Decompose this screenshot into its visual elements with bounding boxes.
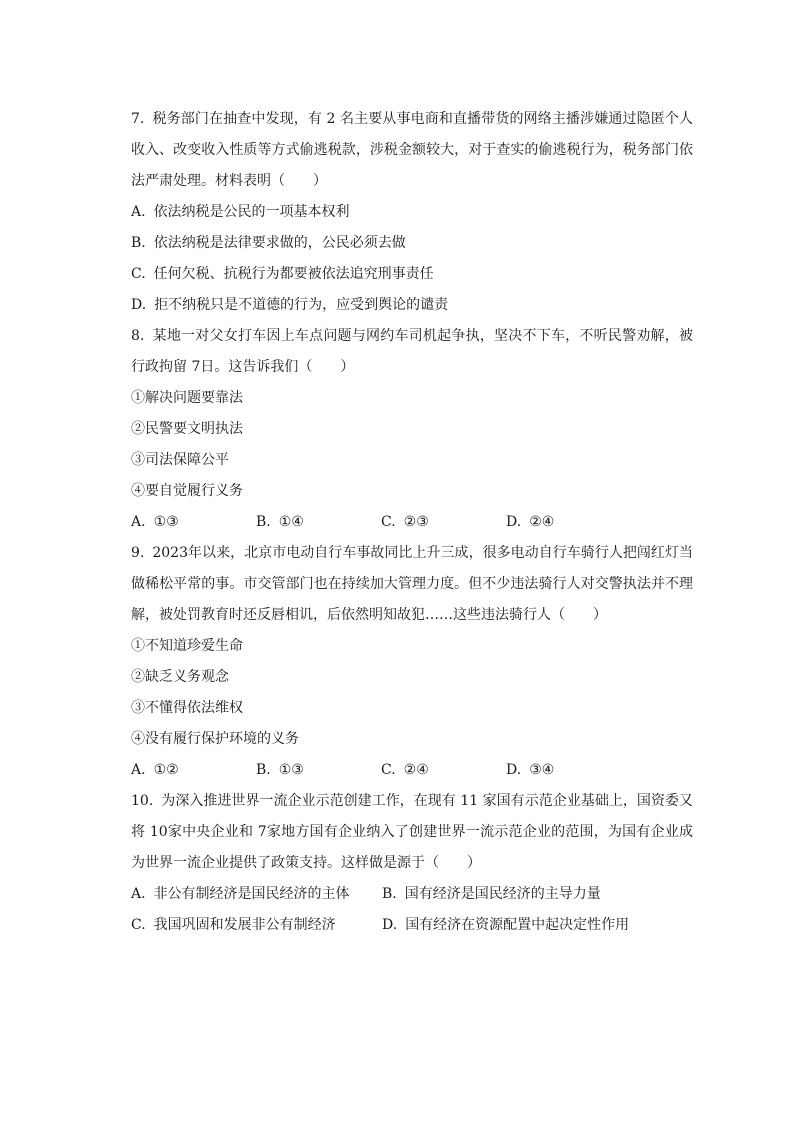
option-text: 依法纳税是公民的一项基本权利 — [153, 204, 350, 220]
option-text: ②④ — [529, 514, 555, 530]
option-letter: A. — [131, 204, 146, 220]
question-number: 9. — [131, 545, 145, 561]
option-text: ②④ — [403, 762, 429, 778]
option-letter: C. — [131, 266, 146, 282]
option-a[interactable] — [131, 755, 256, 786]
question-9 — [131, 538, 693, 786]
question-text: 2023年以来，北京市电动自行车事故同比上升三成，很多电动自行车骑行人把闯红灯当做稀松平常的事。市交管部门也在持续加大管理力度。但不少违法骑行人对交警执法并不理解，被处罚教育时还反唇相讥，后依然明知故犯……这些违法骑行人（ ） — [131, 545, 693, 623]
question-stem — [131, 786, 693, 879]
option-text: 国有经济是国民经济的主导力量 — [404, 886, 601, 902]
option-text: 依法纳税是法律要求做的，公民必须去做 — [153, 235, 406, 251]
option-b[interactable] — [256, 507, 381, 538]
option-letter: C. — [381, 514, 396, 530]
statement-1: ①不知道珍爱生命 — [131, 638, 243, 654]
statement-1: ①解决问题要靠法 — [131, 390, 243, 406]
statement-3: ③司法保障公平 — [131, 452, 229, 468]
option-letter: A. — [131, 886, 146, 902]
option-letter: C. — [381, 762, 396, 778]
option-text: ①③ — [153, 514, 179, 530]
question-10 — [131, 786, 693, 941]
question-number: 7. — [131, 111, 145, 127]
statement-4: ④没有履行保护环境的义务 — [131, 731, 299, 747]
option-b[interactable] — [256, 755, 381, 786]
question-8 — [131, 321, 693, 538]
question-number: 8. — [131, 328, 145, 344]
option-text: 国有经济在资源配置中起决定性作用 — [405, 917, 630, 933]
option-letter: B. — [256, 514, 271, 530]
option-b[interactable] — [131, 228, 693, 259]
option-a[interactable] — [131, 197, 693, 228]
option-letter: B. — [131, 235, 146, 251]
option-text: ①③ — [278, 762, 304, 778]
option-text: ③④ — [529, 762, 555, 778]
option-letter: D. — [131, 297, 147, 313]
option-letter: A. — [131, 762, 146, 778]
question-stem — [131, 104, 693, 197]
option-letter: B. — [382, 886, 397, 902]
option-text: 我国巩固和发展非公有制经济 — [153, 917, 336, 933]
statement-3: ③不懂得依法维权 — [131, 700, 243, 716]
options-row — [131, 755, 693, 786]
option-letter: C. — [131, 917, 146, 933]
statement-2: ②民警要文明执法 — [131, 421, 243, 437]
question-text: 某地一对父女打车因上车点问题与网约车司机起争执，坚决不下车，不听民警劝解，被行政拘留 7日。这告诉我们（ ） — [131, 328, 693, 375]
statement-2: ②缺乏义务观念 — [131, 669, 229, 685]
option-text: ②③ — [403, 514, 429, 530]
option-d[interactable] — [382, 910, 633, 941]
option-letter: D. — [506, 762, 522, 778]
option-a[interactable] — [131, 879, 382, 910]
exam-page — [131, 104, 693, 941]
option-c[interactable] — [131, 910, 382, 941]
option-a[interactable] — [131, 507, 256, 538]
option-d[interactable] — [506, 507, 631, 538]
option-text: 拒不纳税只是不道德的行为，应受到舆论的谴责 — [154, 297, 449, 313]
option-c[interactable] — [381, 507, 506, 538]
question-7 — [131, 104, 693, 321]
option-c[interactable] — [381, 755, 506, 786]
option-d[interactable] — [131, 290, 693, 321]
statement-4: ④要自觉履行义务 — [131, 483, 243, 499]
question-stem — [131, 321, 693, 383]
option-letter: D. — [382, 917, 398, 933]
question-text: 为深入推进世界一流企业示范创建工作，在现有 11 家国有示范企业基础上，国资委又将 10家中央企业和 7家地方国有企业纳入了创建世界一流示范企业的范围，为国有企业成为世界一流企业提供了政策支持。这样做是源于（ ） — [131, 793, 693, 871]
option-text: 非公有制经济是国民经济的主体 — [153, 886, 350, 902]
option-d[interactable] — [506, 755, 631, 786]
options-row — [131, 507, 693, 538]
option-b[interactable] — [382, 879, 633, 910]
option-c[interactable] — [131, 259, 693, 290]
option-text: ①④ — [278, 514, 304, 530]
options-row — [131, 879, 693, 910]
question-number: 10. — [131, 793, 154, 809]
options-row — [131, 910, 693, 941]
option-letter: A. — [131, 514, 146, 530]
option-text: ①② — [153, 762, 179, 778]
option-letter: D. — [506, 514, 522, 530]
option-text: 任何欠税、抗税行为都要被依法追究刑事责任 — [153, 266, 434, 282]
question-text: 税务部门在抽查中发现，有 2 名主要从事电商和直播带货的网络主播涉嫌通过隐匿个人收入、改变收入性质等方式偷逃税款，涉税金额较大，对于查实的偷逃税行为，税务部门依法严肃处理。材料表明（ ） — [131, 111, 693, 189]
option-letter: B. — [256, 762, 271, 778]
question-stem — [131, 538, 693, 631]
